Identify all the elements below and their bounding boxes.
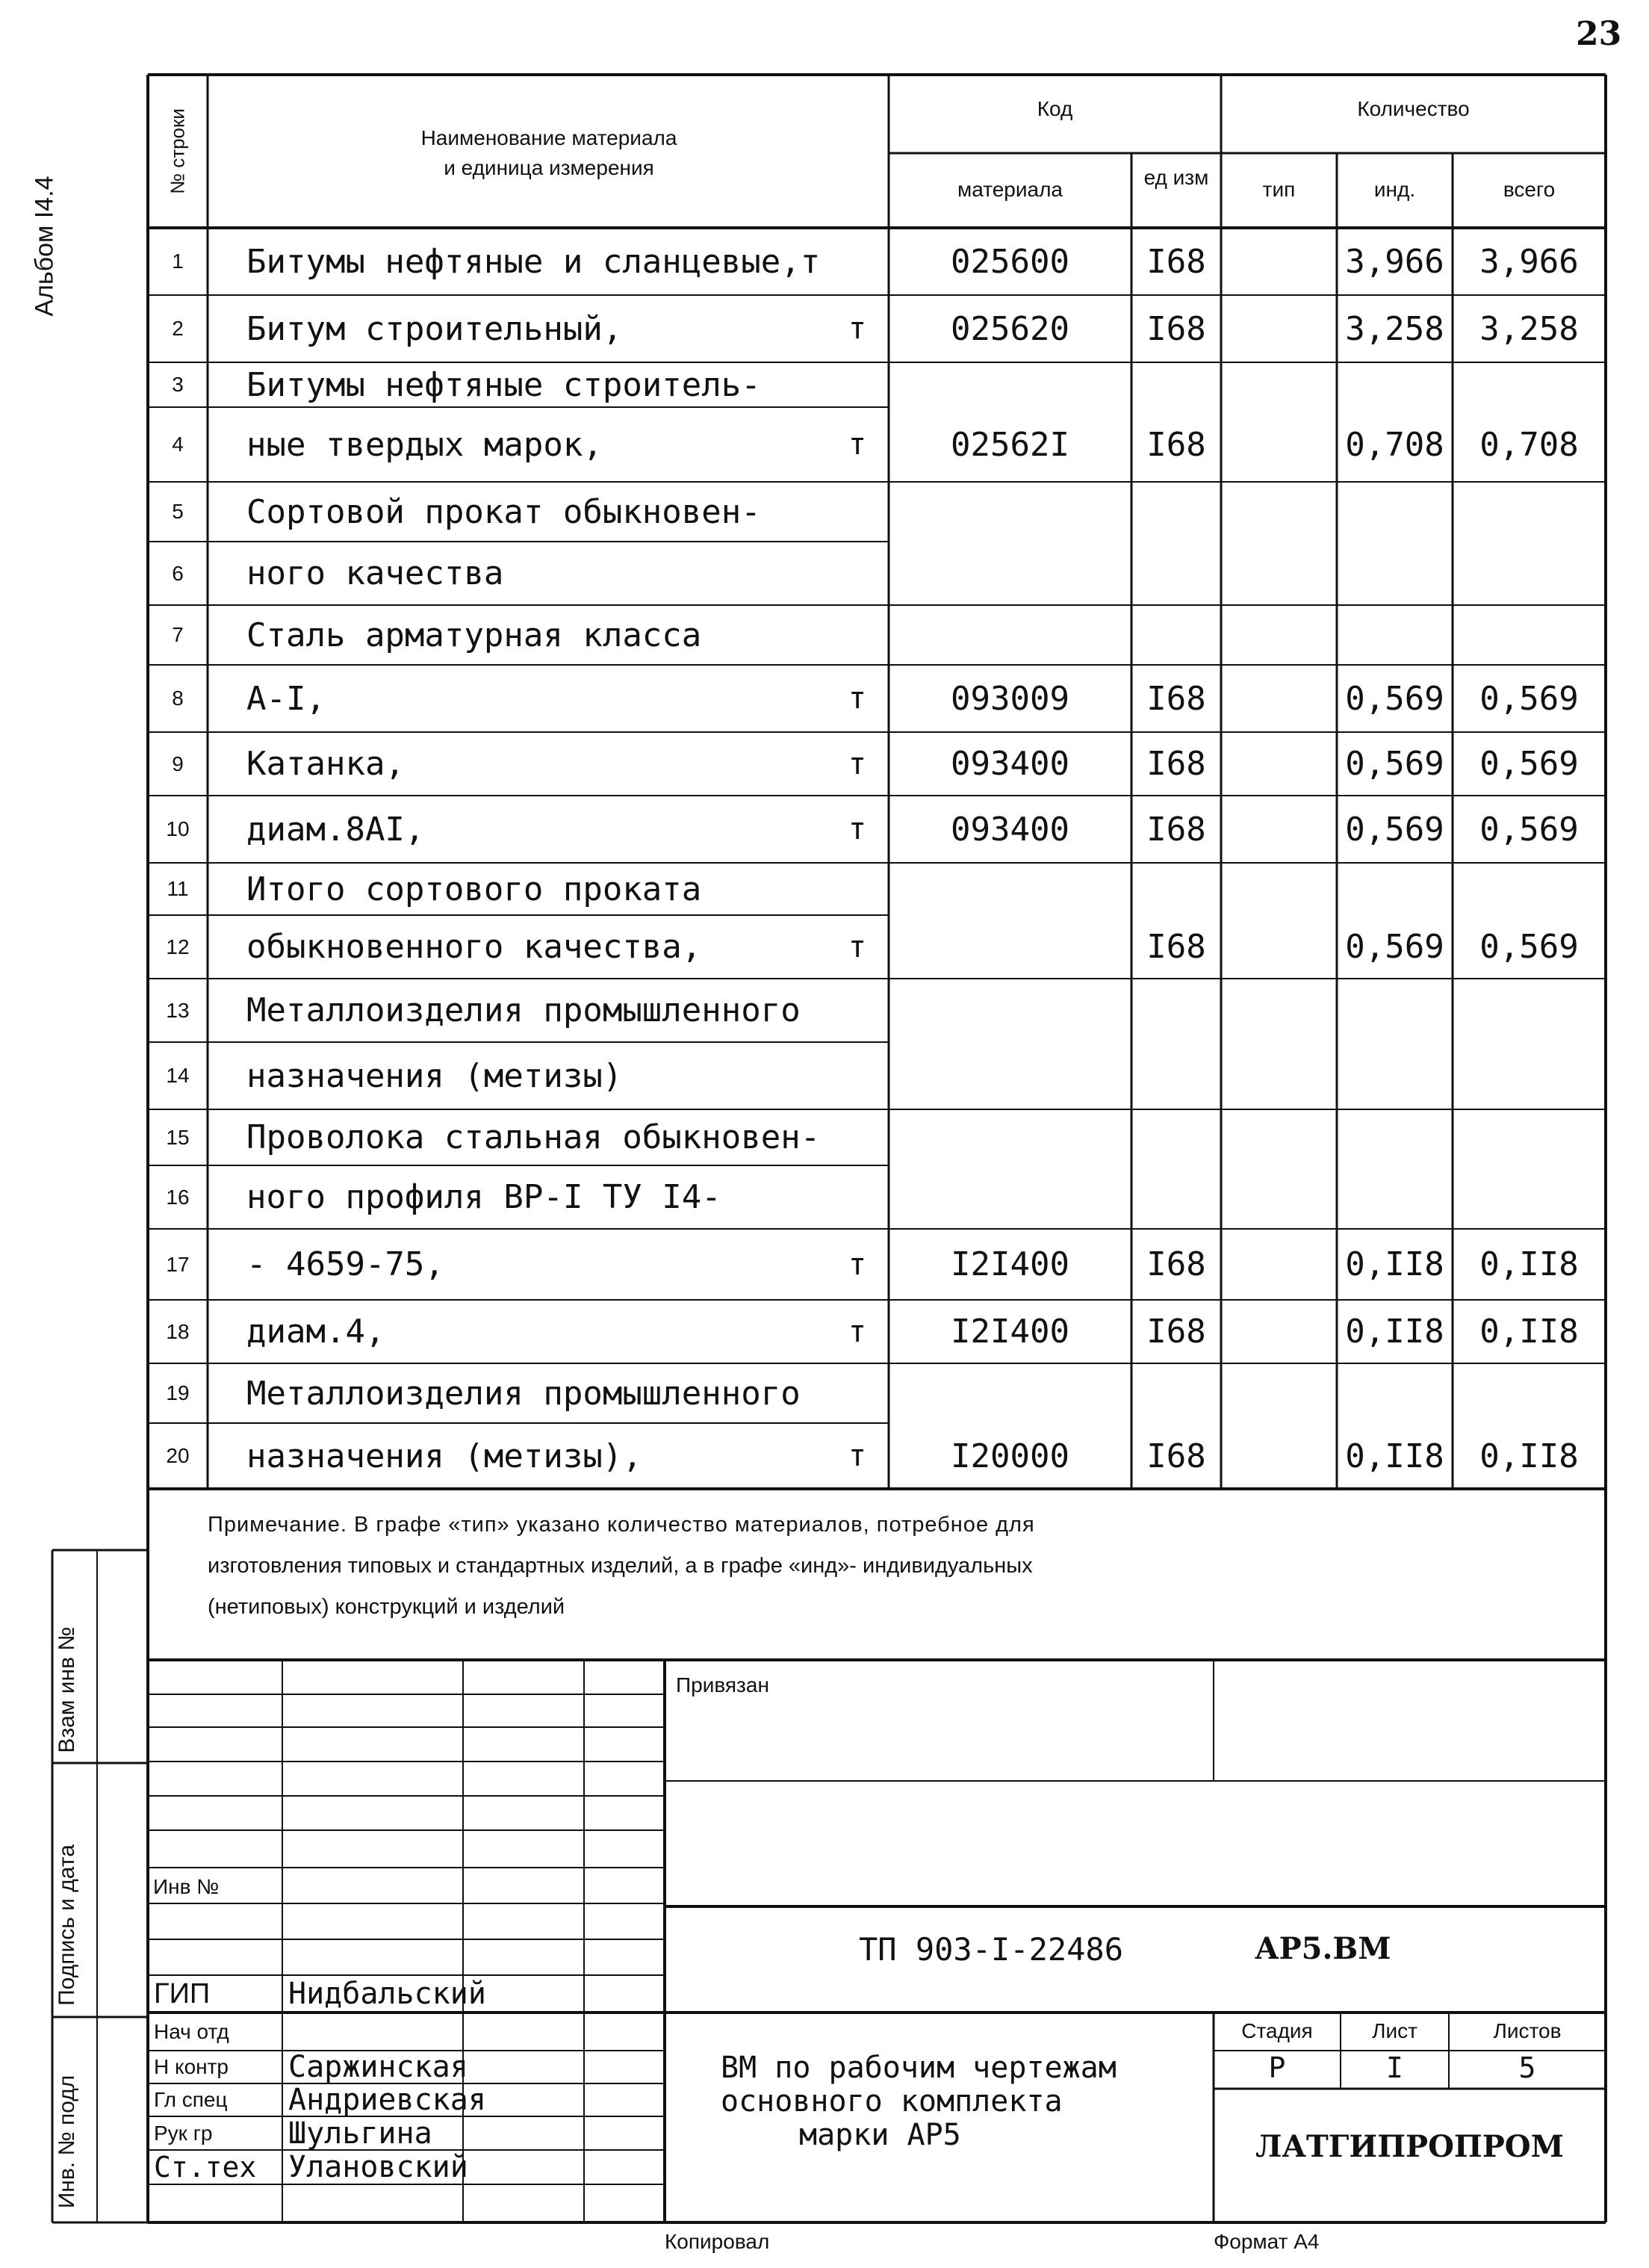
qty-ind [1337, 1109, 1453, 1165]
material-name: - 4659-75, [246, 1245, 444, 1283]
inv-no-label: Инв № [153, 1875, 220, 1898]
note-line-1: Примечание. В графе «тип» указано количество материалов, потребное для [208, 1513, 1035, 1537]
unit-mark [762, 979, 866, 1042]
doc-code: ТП 903-I-22486 [859, 1931, 1124, 1968]
qty-type [1221, 915, 1337, 979]
stamp-role: ГИП [154, 1977, 211, 2010]
qty-type [1221, 362, 1337, 407]
qty-ind: 0,569 [1345, 928, 1444, 966]
qty-type [1221, 1300, 1337, 1363]
row-number: 9 [172, 752, 184, 775]
row-number: 15 [166, 1125, 190, 1149]
material-name: Металлоизделия промышленного [246, 1374, 801, 1413]
header-row-no: № строки [166, 108, 189, 194]
material-code [889, 863, 1131, 915]
material-name: назначения (метизы) [246, 1056, 623, 1095]
material-name: диам.4, [246, 1313, 385, 1351]
unit-code: I68 [1146, 1437, 1206, 1475]
qty-total [1453, 482, 1606, 542]
material-name: Сортовой прокат обыкновен- [246, 492, 761, 531]
qty-ind: 0,569 [1345, 810, 1444, 849]
header-total: всего [1503, 178, 1556, 201]
unit-mark [762, 1042, 866, 1109]
row-number: 4 [172, 433, 184, 456]
unit-mark [762, 228, 866, 295]
qty-total: 3,966 [1479, 242, 1579, 281]
qty-ind: 0,569 [1345, 745, 1444, 783]
material-name: ные твердых марок, [246, 425, 603, 464]
unit-code: I68 [1146, 1313, 1206, 1351]
row-number: 13 [166, 998, 190, 1022]
qty-type [1221, 1423, 1337, 1489]
material-code [889, 605, 1131, 665]
material-name: Проволока стальная обыкновен- [246, 1118, 821, 1156]
qty-type [1221, 605, 1337, 665]
unit-code: I68 [1146, 309, 1206, 348]
unit-code: I68 [1146, 745, 1206, 783]
qty-ind: 0,II8 [1345, 1437, 1444, 1475]
qty-ind [1337, 1363, 1453, 1423]
qty-total: 0,708 [1479, 425, 1579, 464]
qty-total [1453, 542, 1606, 605]
qty-total: 0,569 [1479, 679, 1579, 718]
qty-total [1453, 979, 1606, 1042]
qty-type [1221, 1363, 1337, 1423]
header-qty: Количество [1357, 97, 1470, 120]
row-number: 2 [172, 317, 184, 340]
material-code: 093009 [951, 679, 1069, 718]
qty-ind [1337, 605, 1453, 665]
sheet-value: I [1386, 2051, 1403, 2084]
unit-mark: т [848, 312, 866, 346]
qty-total [1453, 1363, 1606, 1423]
qty-type [1221, 1229, 1337, 1300]
unit-mark: т [848, 929, 866, 964]
qty-total: 0,569 [1479, 745, 1579, 783]
qty-ind [1337, 979, 1453, 1042]
qty-type [1221, 665, 1337, 732]
unit-mark [762, 1165, 866, 1229]
row-number: 20 [166, 1444, 190, 1467]
note-line-3: (нетиповых) конструкций и изделий [208, 1595, 565, 1619]
qty-total: 3,258 [1479, 309, 1579, 348]
qty-type [1221, 979, 1337, 1042]
qty-total [1453, 1042, 1606, 1109]
unit-code: I68 [1146, 242, 1206, 281]
row-number: 16 [166, 1185, 190, 1209]
unit-code: I68 [1146, 1245, 1206, 1283]
stamp-person: Улановский [288, 2150, 468, 2184]
material-name: Битум строительный, [246, 309, 623, 348]
note-line-2: изготовления типовых и стандартных изделий, а в графе «инд»- индивидуальных [208, 1554, 1033, 1578]
material-name: Сталь арматурная класса [246, 616, 702, 654]
stamp-role: Гл спец [154, 2088, 228, 2111]
qty-total: 0,II8 [1479, 1245, 1579, 1283]
qty-type [1221, 796, 1337, 863]
material-code [889, 1109, 1131, 1165]
stamp-person: Саржинская [288, 2050, 468, 2084]
row-number: 3 [172, 373, 184, 396]
material-code: 02562I [951, 425, 1069, 464]
qty-total [1453, 605, 1606, 665]
qty-ind [1337, 863, 1453, 915]
material-code: I20000 [951, 1437, 1069, 1475]
unit-mark: т [848, 427, 866, 462]
qty-total [1453, 1165, 1606, 1229]
material-code [889, 1042, 1131, 1109]
title-line-2: основного комплекта [721, 2084, 1063, 2119]
qty-ind [1337, 542, 1453, 605]
qty-ind: 0,708 [1345, 425, 1444, 464]
unit-code: I68 [1146, 928, 1206, 966]
unit-mark: т [848, 1439, 866, 1473]
qty-ind: 3,258 [1345, 309, 1444, 348]
qty-total: 0,569 [1479, 810, 1579, 849]
qty-total: 0,569 [1479, 928, 1579, 966]
qty-ind: 0,II8 [1345, 1245, 1444, 1283]
material-name: Катанка, [246, 745, 405, 783]
row-number: 12 [166, 935, 190, 958]
qty-type [1221, 542, 1337, 605]
unit-code: I68 [1146, 810, 1206, 849]
material-name: A-I, [246, 679, 326, 718]
header-ind: инд. [1373, 178, 1416, 201]
material-name: Битумы нефтяные строитель- [246, 365, 761, 404]
sheets-value: 5 [1518, 2051, 1536, 2084]
qty-type [1221, 482, 1337, 542]
stamp-role: Нач отд [154, 2019, 229, 2043]
header-type: тип [1262, 178, 1296, 201]
material-code: 093400 [951, 810, 1069, 849]
material-code [889, 1363, 1131, 1423]
material-name: диам.8AI, [246, 810, 425, 849]
qty-total [1453, 1109, 1606, 1165]
unit-code: I68 [1146, 425, 1206, 464]
qty-total [1453, 863, 1606, 915]
page-number: 23 [1576, 15, 1622, 53]
privyazan-label: Привязан [676, 1673, 769, 1697]
row-number: 6 [172, 561, 184, 585]
unit-mark: т [848, 812, 866, 846]
header-name: Наименование материала и единица измерения [420, 126, 677, 179]
unit-mark [762, 605, 866, 665]
unit-mark [762, 863, 866, 915]
row-number: 10 [166, 817, 190, 840]
material-name: ного качества [246, 554, 504, 592]
unit-code [1131, 482, 1221, 542]
album-label: Альбом I4.4 [30, 176, 59, 317]
qty-ind [1337, 1042, 1453, 1109]
qty-ind [1337, 482, 1453, 542]
unit-code [1131, 1042, 1221, 1109]
unit-mark: т [848, 1247, 866, 1282]
material-code [889, 979, 1131, 1042]
qty-type [1221, 1109, 1337, 1165]
material-code: 025600 [951, 242, 1069, 281]
material-name: Металлоизделия промышленного [246, 991, 801, 1029]
row-number: 1 [172, 250, 184, 273]
header-unit: ед изм [1143, 166, 1209, 189]
material-name: назначения (метизы), [246, 1437, 642, 1475]
unit-mark [762, 1109, 866, 1165]
stamp-person: Шульгина [288, 2116, 432, 2151]
header-material: материала [957, 178, 1063, 201]
unit-mark [762, 1363, 866, 1423]
row-number: 19 [166, 1381, 190, 1404]
vzam-inv-label: Взам инв № [55, 1626, 79, 1753]
qty-ind [1337, 1165, 1453, 1229]
header-code: Код [1037, 97, 1073, 120]
row-number: 7 [172, 623, 184, 646]
qty-total [1453, 362, 1606, 407]
unit-code [1131, 863, 1221, 915]
unit-code [1131, 1109, 1221, 1165]
qty-ind: 0,II8 [1345, 1313, 1444, 1351]
material-code: 025620 [951, 309, 1069, 348]
qty-type [1221, 228, 1337, 295]
title-line-3: марки АР5 [799, 2118, 961, 2152]
unit-mark: т [848, 746, 866, 781]
qty-type [1221, 1042, 1337, 1109]
stamp-role: Рук гр [154, 2121, 213, 2145]
unit-mark: т [848, 1314, 866, 1349]
unit-code [1131, 605, 1221, 665]
unit-code [1131, 1165, 1221, 1229]
podpis-data-label: Подпись и дата [55, 1844, 79, 2006]
row-number: 8 [172, 687, 184, 710]
row-number: 18 [166, 1319, 190, 1343]
title-line-1: ВМ по рабочим чертежам [721, 2051, 1117, 2085]
stamp-person: Андриевская [288, 2083, 486, 2117]
qty-ind [1337, 362, 1453, 407]
material-code [889, 915, 1131, 979]
row-number: 5 [172, 500, 184, 523]
footer-copied: Копировал [665, 2230, 770, 2253]
sheets-label: Листов [1493, 2019, 1562, 2042]
row-number: 14 [166, 1064, 190, 1087]
qty-ind: 0,569 [1345, 679, 1444, 718]
unit-code: I68 [1146, 679, 1206, 718]
row-number: 11 [167, 877, 189, 900]
qty-type [1221, 407, 1337, 482]
stamp-person: Нидбальский [288, 1977, 486, 2011]
qty-type [1221, 732, 1337, 796]
material-name: Итого сортового проката [246, 870, 702, 908]
unit-code [1131, 362, 1221, 407]
unit-mark [762, 542, 866, 605]
unit-code [1131, 1363, 1221, 1423]
row-number: 17 [166, 1252, 190, 1276]
stamp-role: Н контр [154, 2055, 229, 2078]
unit-code [1131, 542, 1221, 605]
stamp-role: Ст.тех [154, 2151, 257, 2184]
qty-ind: 3,966 [1345, 242, 1444, 281]
organization: ЛАТГИПРОПРОМ [1255, 2129, 1564, 2164]
material-code [889, 542, 1131, 605]
sheet-label: Лист [1372, 2019, 1417, 2042]
material-name: обыкновенного качества, [246, 928, 702, 966]
material-code: 093400 [951, 745, 1069, 783]
stage-label: Стадия [1241, 2019, 1313, 2042]
unit-mark [762, 482, 866, 542]
qty-total: 0,II8 [1479, 1313, 1579, 1351]
stage-value: Р [1268, 2051, 1286, 2084]
material-code [889, 482, 1131, 542]
material-code [889, 1165, 1131, 1229]
material-code: I2I400 [951, 1245, 1069, 1283]
material-name: ного профиля BP-I ТУ I4- [246, 1178, 721, 1216]
qty-total: 0,II8 [1479, 1437, 1579, 1475]
unit-mark [762, 362, 866, 407]
material-code: I2I400 [951, 1313, 1069, 1351]
qty-type [1221, 863, 1337, 915]
footer-format: Формат А4 [1214, 2230, 1320, 2253]
qty-type [1221, 1165, 1337, 1229]
qty-type [1221, 295, 1337, 362]
inv-podl-label: Инв. № подл [55, 2075, 79, 2209]
unit-code [1131, 979, 1221, 1042]
doc-mark: АР5.ВМ [1255, 1931, 1391, 1966]
unit-mark: т [848, 681, 866, 716]
material-name: Битумы нефтяные и сланцевые,т [246, 242, 821, 281]
material-code [889, 362, 1131, 407]
